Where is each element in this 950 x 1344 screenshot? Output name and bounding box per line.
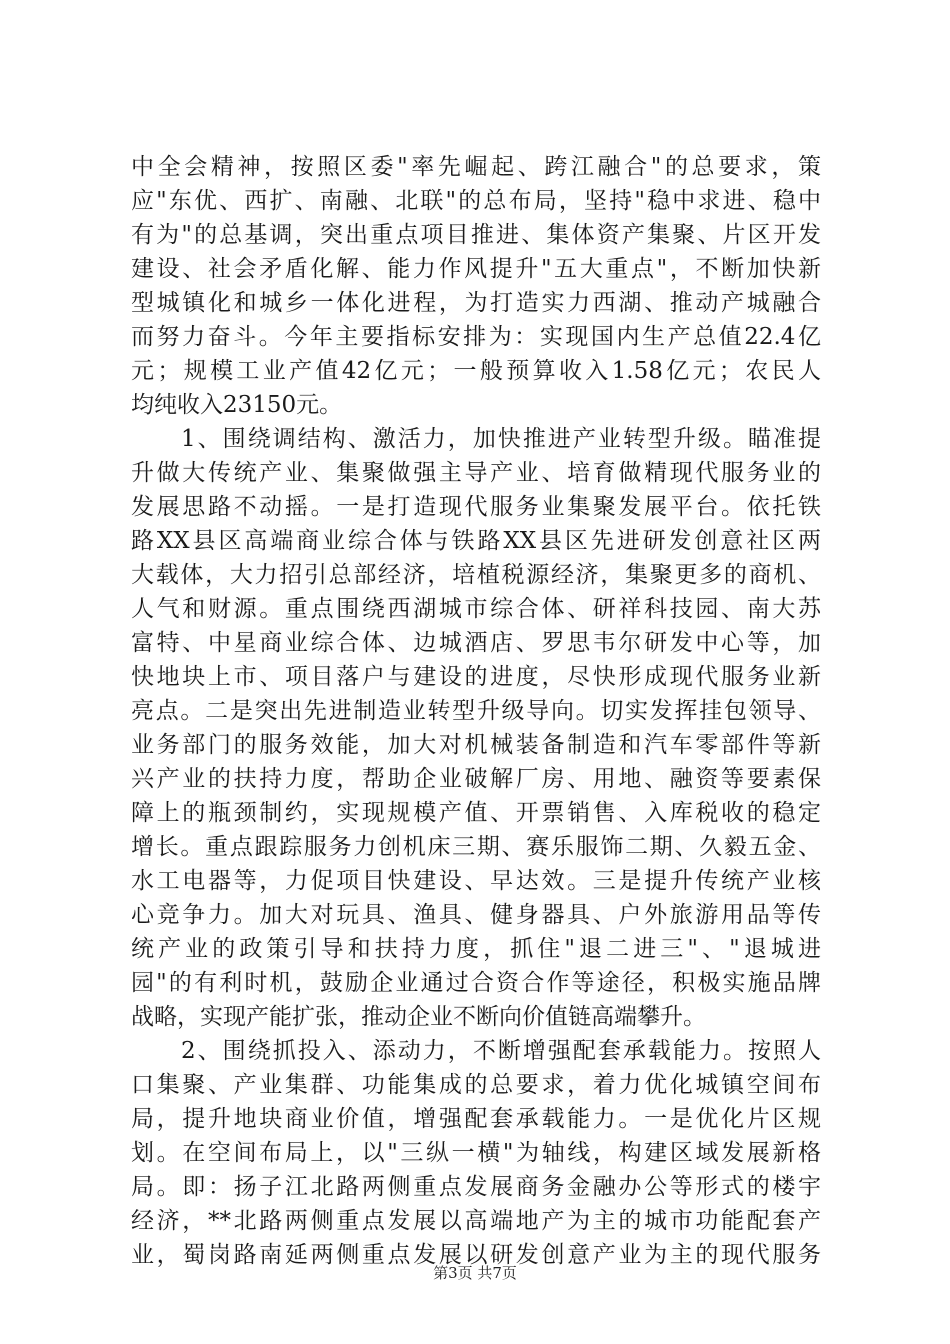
text-line: 中全会精神，按照区委"率先崛起、跨江融合"的总要求，策 <box>131 154 821 180</box>
text-line: 兴产业的扶持力度，帮助企业破解厂房、用地、融资等要素保 <box>131 766 821 792</box>
text-line: 增长。重点跟踪服务力创机床三期、赛乐服饰二期、久毅五金、 <box>131 834 821 860</box>
text-line: 富特、中星商业综合体、边城酒店、罗思韦尔研发中心等，加 <box>131 630 821 656</box>
text-line: 1、围绕调结构、激活力，加快推进产业转型升级。瞄准提 <box>131 426 821 452</box>
text-line: 升做大传统产业、集聚做强主导产业、培育做精现代服务业的 <box>131 460 821 486</box>
page-number-footer: 第3页 共7页 <box>433 1264 517 1282</box>
text-line: 划。在空间布局上，以"三纵一横"为轴线，构建区域发展新格 <box>131 1140 821 1166</box>
document-body <box>131 150 821 1272</box>
text-line: 局，提升地块商业价值，增强配套承载能力。一是优化片区规 <box>131 1106 821 1132</box>
text-line: 元；规模工业产值42亿元；一般预算收入1.58亿元；农民人 <box>131 358 821 384</box>
text-line: 亮点。二是突出先进制造业转型升级导向。切实发挥挂包领导、 <box>131 698 821 724</box>
text-line: 统产业的政策引导和扶持力度，抓住"退二进三"、"退城进 <box>131 936 821 962</box>
text-line: 均纯收入23150元。 <box>131 392 343 418</box>
text-line: 业务部门的服务效能，加大对机械装备制造和汽车零部件等新 <box>131 732 821 758</box>
text-line: 大载体，大力招引总部经济，培植税源经济，集聚更多的商机、 <box>131 562 821 588</box>
text-line: 发展思路不动摇。一是打造现代服务业集聚发展平台。依托铁 <box>131 494 821 520</box>
text-line: 经济，**北路两侧重点发展以高端地产为主的城市功能配套产 <box>131 1208 821 1234</box>
text-line: 障上的瓶颈制约，实现规模产值、开票销售、入库税收的稳定 <box>131 800 821 826</box>
text-line: 建设、社会矛盾化解、能力作风提升"五大重点"，不断加快新 <box>131 256 821 282</box>
text-line: 型城镇化和城乡一体化进程，为打造实力西湖、推动产城融合 <box>131 290 821 316</box>
text-line: 路XX县区高端商业综合体与铁路XX县区先进研发创意社区两 <box>131 528 821 554</box>
text-line: 局。即：扬子江北路两侧重点发展商务金融办公等形式的楼宇 <box>131 1174 821 1200</box>
text-line: 业，蜀岗路南延两侧重点发展以研发创意产业为主的现代服务 <box>131 1242 821 1268</box>
text-line: 应"东优、西扩、南融、北联"的总布局，坚持"稳中求进、稳中 <box>131 188 821 214</box>
text-line: 而努力奋斗。今年主要指标安排为：实现国内生产总值22.4亿 <box>131 324 821 350</box>
text-line: 战略，实现产能扩张，推动企业不断向价值链高端攀升。 <box>131 1004 706 1030</box>
text-line: 有为"的总基调，突出重点项目推进、集体资产集聚、片区开发 <box>131 222 821 248</box>
text-line: 2、围绕抓投入、添动力，不断增强配套承载能力。按照人 <box>131 1038 821 1064</box>
text-line: 快地块上市、项目落户与建设的进度，尽快形成现代服务业新 <box>131 664 821 690</box>
text-line: 水工电器等，力促项目快建设、早达效。三是提升传统产业核 <box>131 868 821 894</box>
text-line: 人气和财源。重点围绕西湖城市综合体、研祥科技园、南大苏 <box>131 596 821 622</box>
text-line: 口集聚、产业集群、功能集成的总要求，着力优化城镇空间布 <box>131 1072 821 1098</box>
text-line: 园"的有利时机，鼓励企业通过合资合作等途径，积极实施品牌 <box>131 970 821 996</box>
text-line: 心竞争力。加大对玩具、渔具、健身器具、户外旅游用品等传 <box>131 902 821 928</box>
